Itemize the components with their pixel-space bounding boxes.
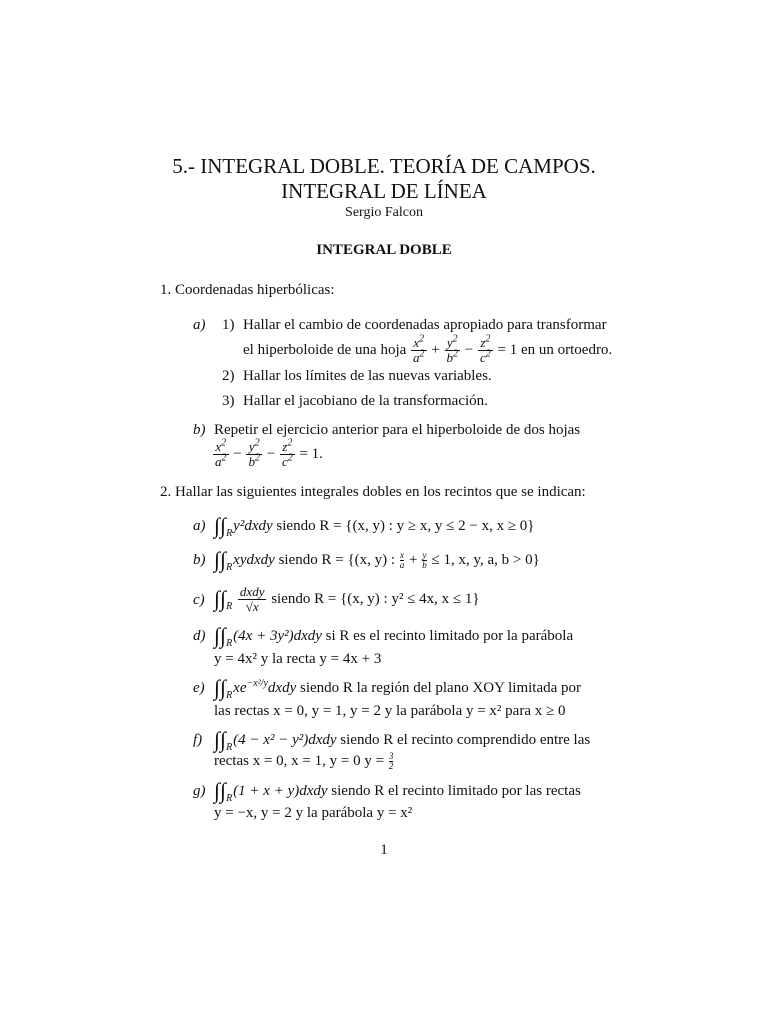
item-label: b)	[193, 422, 206, 438]
item-label: f)	[193, 732, 203, 748]
document-title-line1: 5.- INTEGRAL DOBLE. TEORÍA DE CAMPOS.	[172, 154, 596, 178]
item-text: $\int\int_R(1 + x$ + y)dxdy siendo R el recinto limitado por las rectas	[214, 778, 581, 804]
page-number: 1	[380, 842, 388, 858]
fraction: $\frac{y^2}{b^2}$	[446, 333, 458, 366]
item-label: d)	[193, 628, 206, 644]
double-integral-icon: ∫∫	[214, 727, 227, 752]
subitem-number: 1)	[222, 317, 235, 333]
fraction: $\frac{3}{2}$	[388, 751, 394, 772]
double-integral-icon: ∫∫	[214, 675, 227, 700]
fraction: $\frac{y^2}{b^2}$	[248, 437, 260, 470]
subitem-number: 2)	[222, 368, 235, 384]
subitem-text: Hallar el cambio de coordenadas apropiado para transformar	[243, 317, 607, 333]
fraction: $\frac{z^2}{c^2}$	[479, 333, 491, 366]
subitem-text-formula: el hiperboloide de una hoja $\frac{x^2}{a^2}$ + $\frac{y^2}{b^2}$ − $\frac{z^2}{c^2}$ = 1 en un ortoedro.	[243, 333, 613, 366]
problem-number: 1.	[160, 282, 172, 298]
double-integral-icon: ∫∫	[214, 513, 227, 538]
item-text: $\int\int_Rxydxdy$ siendo R = {(x, y) : $\frac{x}{a}$ + $\frac{y}{b}$ ≤ 1, x, y, a, b > 0}	[214, 547, 540, 573]
item-text-line2: y = −x, y = 2 y la parábola y = x²	[214, 805, 413, 821]
fraction: $\frac{z^2}{c^2}$	[281, 437, 293, 470]
problem-number: 2.	[160, 484, 172, 500]
item-label: g)	[193, 783, 206, 799]
item-text: $\int\int_Rxe^{-x^2/y}dxdy$ siendo R la región del plano XOY limitada por	[214, 675, 582, 701]
fraction: $\frac{x}{a}$	[399, 550, 405, 571]
item-text-line2: y = 4x² y la recta y = 4x + 3	[214, 651, 382, 667]
item-text: $\int\int_R(4 - x^2$ − y²)dxdy siendo R el recinto comprendido entre las	[214, 727, 591, 753]
item-text-line2: las rectas x = 0, y = 1, y = 2 y la parábola y = x² para x ≥ 0	[214, 703, 566, 719]
problem-2	[160, 483, 586, 501]
item-formula: $\frac{x^2}{a^2}$ − $\frac{y^2}{b^2}$ − $\frac{z^2}{c^2}$ = 1.	[215, 437, 323, 470]
section-heading: INTEGRAL DOBLE	[316, 242, 452, 258]
item-text: $\int\int_Ry^2dxdy$ siendo R = {(x, y) : y ≥ x, y ≤ 2 − x, x ≥ 0}	[214, 513, 535, 539]
item-text: Repetir el ejercicio anterior para el hiperboloide de dos hojas	[214, 422, 581, 438]
subitem-text: Hallar los límites de las nuevas variables.	[243, 368, 492, 384]
item-text-line2: rectas x = 0, x = 1, y = 0 y = $\frac{3}{2}$	[214, 751, 394, 772]
problem-1	[160, 281, 335, 299]
document-title-line2: INTEGRAL DE LÍNEA	[281, 179, 487, 203]
fraction: $\frac{x^2}{a^2}$	[413, 333, 425, 366]
exponent: −x²/y	[246, 678, 268, 689]
item-label: a)	[193, 317, 206, 333]
double-integral-icon: ∫∫	[214, 623, 227, 648]
subitem-number: 3)	[222, 393, 235, 409]
double-integral-icon: ∫∫	[214, 586, 227, 611]
item-label: a)	[193, 518, 206, 534]
item-text: $\int\int_R(4x$ + 3y²)dxdy si R es el recinto limitado por la parábola	[214, 623, 574, 649]
author: Sergio Falcon	[345, 205, 423, 220]
fraction: $\frac{x^2}{a^2}$	[215, 437, 227, 470]
item-text: $\int\int_R$ $\frac{\text{dxdy}}{√x}$ siendo R = {(x, y) : y² ≤ 4x, x ≤ 1}	[214, 584, 480, 615]
item-label: e)	[193, 680, 205, 696]
double-integral-icon: ∫∫	[214, 778, 227, 803]
subitem-text: Hallar el jacobiano de la transformación.	[243, 393, 488, 409]
item-label: b)	[193, 552, 206, 568]
problem-text: Coordenadas hiperbólicas:	[175, 282, 335, 298]
item-label: c)	[193, 592, 205, 608]
fraction: $\frac{\text{dxdy}}{√x}$	[239, 584, 265, 615]
double-integral-icon: ∫∫	[214, 547, 227, 572]
problem-text: Hallar las siguientes integrales dobles en los recintos que se indican:	[175, 484, 586, 500]
fraction: $\frac{y}{b}$	[422, 550, 427, 571]
